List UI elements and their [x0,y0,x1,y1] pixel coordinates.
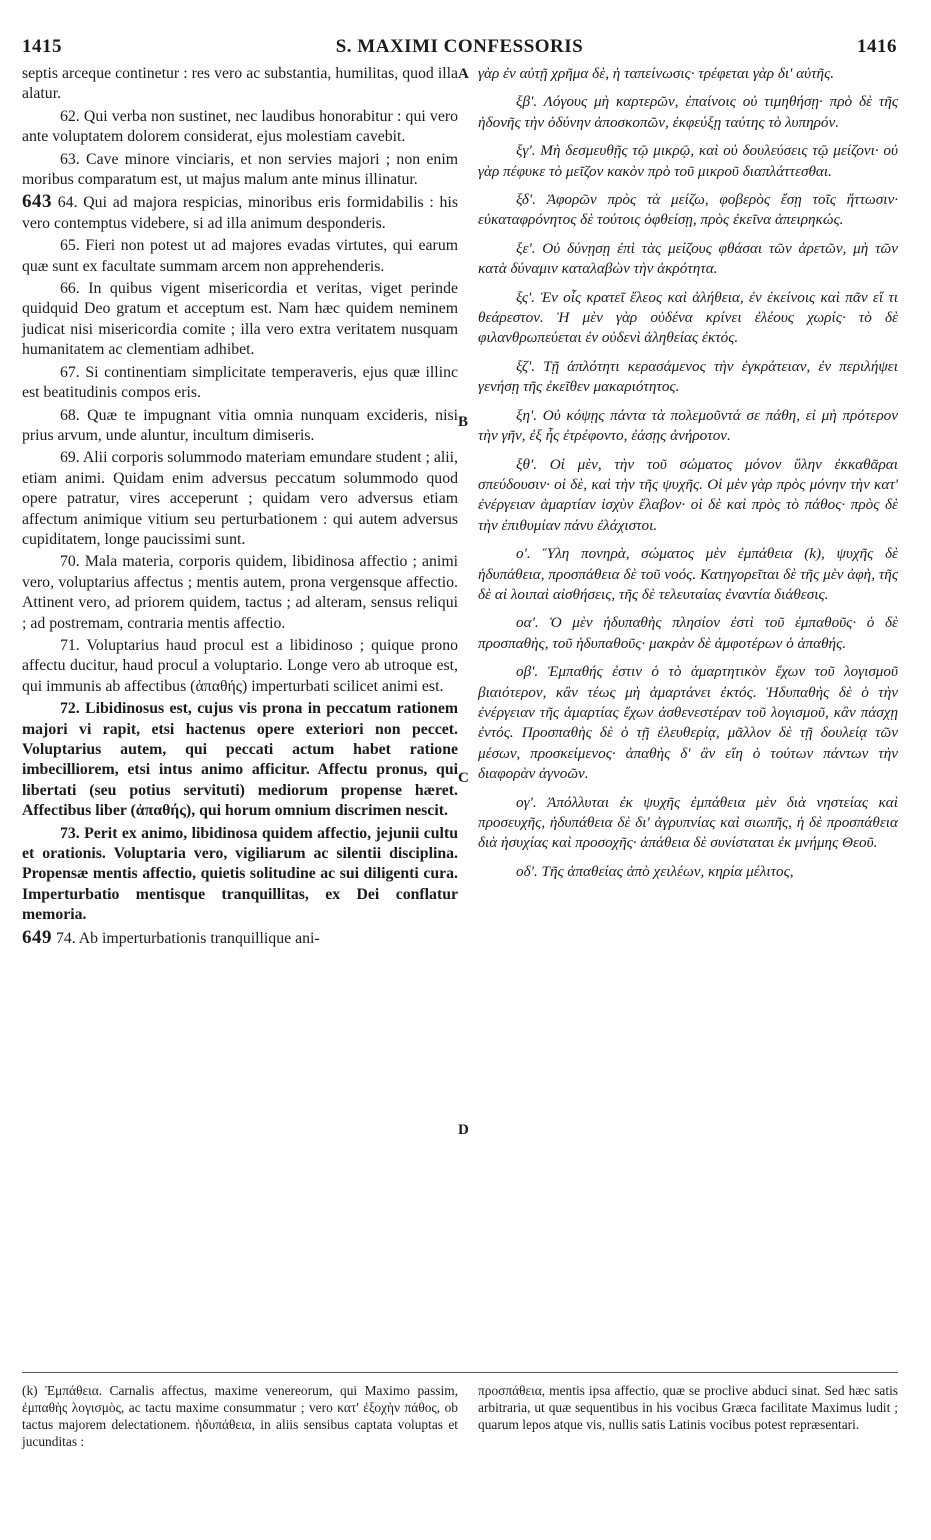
latin-paragraph: 66. In quibus vigent misericordia et veritas, viget perinde quidquid Deo gratum et acceptum est. Nam hæc quidem neminem judicat nisi misericordia comite ; illa vero extra veritatem nusquam humanitatem ac clementiam adhibet. [22,280,458,359]
greek-paragraph: ξηʹ. Οὐ κόψῃς πάντα τὰ πολεμοῦντά σε πάθη, εἰ μὴ πρότερον τὴν γῆν, ἐξ ἧς ἐτρέφοντο, ἐάσῃς ἀνήροτον. [478,406,898,445]
greek-paragraph: οβʹ. Ἐμπαθής ἐστιν ὁ τὸ ἁμαρτητικὸν ἔχων τοῦ λογισμοῦ βιαιότερον, κἂν τέως μὴ ἁμαρτάνει ἐκτός. Ἡδυπαθὴς δὲ ὁ τὴν ἐνέργειαν τῆς ἁμαρτίας ἔχων ἀσθενεστέραν τοῦ λογισμοῦ, κἂν πάσχῃ ἐντός. Προσπαθὴς δὲ ὁ τῇ ἐλευθερίᾳ, μᾶλλον δὲ τῇ δουλείᾳ τῶν μέσων, προσκείμενος· ἀπαθὴς δ' ἂν εἴη ὁ τούτων πάντων τὴν διαφορὰν ἀγνοῶν. [478,663,898,783]
latin-paragraph: 63. Cave minore vinciaris, et non servies majori ; non enim moribus comparatum est, ut majus malum ante minus illinatur. [22,150,458,189]
footnote-left: (k) Ἐμπάθεια. Carnalis affectus, maxime venereorum, qui Maximo passim, ἐμπαθὴς λογισμὸς, ac tactu maxime consummatur ; vero κατ' ἐξοχὴν πάθος, ob tactus majorem delectationem. ἡδυπάθεια, in aliis sensibus captata voluptas et jucunditas : [22,1383,458,1449]
right-page-number: 1416 [857,36,897,57]
column-number: 643 [22,191,52,213]
left-page-number: 1415 [22,36,62,57]
latin-paragraph: 67. Si continentiam simplicitate temperaveris, ejus quæ illinc est beatitudinis compos eris. [22,363,458,402]
greek-paragraph: ξεʹ. Οὐ δύνῃσῃ ἐπὶ τὰς μείζους φθάσαι τῶν ἀρετῶν, μὴ τῶν κατὰ δύναμιν καταλαβὼν τὴν ἀκρότητα. [478,239,898,278]
latin-paragraph: 72. Libidinosus est, cujus vis prona in peccatum rationem majori vi rapit, etsi hactenus opere exteriori non peccet. Voluptarius autem, qui peccati actum habet ratione imbecilliorem, etsi intus animo afficitur. Affectu pronus, qui libertati (seu potius servituti) mediorum propense hæret. Affectibus liber (ἀπαθής), qui horum omnium discrimen nescit. [22,700,458,820]
latin-paragraph: 74. Ab imperturbationis tranquillique ani- [55,929,320,947]
greek-paragraph: ξγʹ. Μὴ δεσμευθῇς τῷ μικρῷ, καὶ οὐ δουλεύσεις τῷ μείζονι· οὐ γὰρ πέφυκε τὸ μεῖζον κακὸν πρὸ τοῦ μικροῦ διαπλάττεσθαι. [478,142,898,180]
running-title: S. MAXIMI CONFESSORIS [335,36,584,57]
margin-marker-a: A [458,66,469,82]
greek-paragraph: ξςʹ. Ἐν οἷς κρατεῖ ἔλεος καὶ ἀλήθεια, ἐν ἐκείνοις καὶ πᾶν εἴ τι θεάρεστον. Ἡ μὲν γὰρ οὐδένα κρίνει ἐλέους χωρίς· τὸ δὲ φιλανθρωπεύεται ἐν οὐδενὶ ἀληθείας ἐκτός. [478,288,898,347]
greek-paragraph: οαʹ. Ὁ μὲν ἡδυπαθὴς πλησίον ἐστὶ τοῦ ἐμπαθοῦς· ὁ δὲ προσπαθὴς, τοῦ ἡδυπαθοῦς· μακρὰν δὲ ἀμφοτέρων ὁ ἀπαθής. [478,614,898,652]
latin-paragraph: 69. Alii corporis solummodo materiam emundare student ; alii, etiam animi. Quidam enim adversus peccatum solummodo quod opere patratur, vires acceperunt ; quidam vero adversus etiam affectum animique vitium seu perturbationem : qui autem adversus cupiditatem, longe paucissimi sunt. [22,449,458,548]
latin-paragraph: 70. Mala materia, corporis quidem, libidinosa affectio ; animi vero, voluptarius affectus ; mentis autem, prona vergensque affectio. Attinent vero, ad priorem quidem, tactus ; ad alteram, sensus reliqui ; ad postremam, contraria mentis affectio. [22,553,458,632]
latin-paragraph: 64. Qui ad majora respicias, minoribus eris formidabilis : his vero contemptus videbere, si ad illa animum desponderis. [22,194,458,232]
latin-paragraph: septis arceque continetur : res vero ac substantia, humilitas, quod illa alatur. [22,65,458,103]
latin-paragraph-with-colnum [22,928,458,949]
column-number: 649 [22,926,52,948]
margin-marker-d: D [458,1122,469,1138]
greek-paragraph: ξδʹ. Ἀφορῶν πρὸς τὰ μείζω, φοβερὸς ἔσῃ τοῖς ἥττωσιν· εὐκαταφρόνητος δὲ τούτοις ὀφθείσῃ, πρὸς ἐκεῖνα ἀπειρηκώς. [478,191,898,229]
page-header [22,36,897,58]
margin-marker-c: C [458,770,469,786]
footnote-right: προσπάθεια, mentis ipsa affectio, quæ se proclive abduci sinat. Sed hæc satis arbitraria, ut quæ sequentibus in his vocibus Græca facilitate Maximus ludit ; quarum lepos atque vis, nullis satis Latinis vocibus potest repræsentari. [478,1383,898,1432]
latin-paragraph: 65. Fieri non potest ut ad majores evadas virtutes, qui earum quæ sunt ex facultate summam arcem non apprehenderis. [22,237,458,275]
greek-paragraph: ξβʹ. Λόγους μὴ καρτερῶν, ἐπαίνοις οὐ τιμηθήσῃ· πρὸ δὲ τῆς ἡδονῆς τὴν ὀδύνην ἀποσκοπῶν, ἐκφεύξῃ ταύτης τὸ λυπηρόν. [478,93,898,131]
latin-paragraph: 62. Qui verba non sustinet, nec laudibus honorabitur : qui vero ante voluptatem dolorem considerat, ejus molestiam cavebit. [22,107,458,146]
greek-paragraph: οδʹ. Τῆς ἀπαθείας ἀπὸ χειλέων, κηρία μέλιτος, [516,862,794,880]
greek-paragraph: οʹ. Ὕλη πονηρὰ, σώματος μὲν ἐμπάθεια (k), ψυχῆς δὲ ἡδυπάθεια, προσπάθεια δὲ τοῦ νοός. Κατηγορεῖται δὲ τῆς μὲν ἀφὴ, τῆς δὲ αἱ λοιπαὶ αἰσθήσεις, τῆς δὲ τελευταίας ἐναντία διάθεσις. [478,545,898,603]
latin-paragraph: 68. Quæ te impugnant vitia omnia nunquam excideris, nisi prius arvum, unde aluntur, incultum dimiseris. [22,406,458,444]
latin-paragraph: 73. Perit ex animo, libidinosa quidem affectio, jejunii cultu et orationis. Voluptaria vero, vigiliarum ac silentii disciplina. Propensæ mentis affectio, quietis solitudine ac sui diligenti cura. Imperturbatio mentisque tranquillitas, ex Dei conflatur memoria. [22,824,458,924]
latin-column [22,64,458,951]
greek-column [478,64,898,890]
greek-paragraph: ξζʹ. Τῇ ἁπλότητι κερασάμενος τὴν ἐγκράτειαν, ἐν περιλήψει γενήσῃ τῆς ἐκεῖθεν μακαριότητος. [478,357,898,396]
margin-marker-b: B [458,414,469,430]
greek-paragraph: γὰρ ἐν αὐτῇ χρῆμα δὲ, ἡ ταπείνωσις· τρέφεται γὰρ δι' αὐτῆς. [478,65,835,82]
greek-paragraph: ξθʹ. Οἱ μὲν, τὴν τοῦ σώματος μόνον ὕλην ἐκκαθᾶραι σπεύδουσιν· οἱ δὲ, καὶ τὴν τῆς ψυχῆς. Οἱ μὲν γὰρ πρὸς μόνην τὴν κατ' ἐνέργειαν ἁμαρτίαν ἰσχὺν ἔλαβον· οἱ δὲ καὶ πρὸς τὸ πάθος· πρὸς δὲ τὴν ἐπιθυμίαν πάνυ ἐλάχιστοι. [478,455,898,534]
footnote-divider [22,1372,898,1373]
latin-paragraph-with-colnum [22,192,458,234]
latin-paragraph: 71. Voluptarius haud procul est a libidinoso ; quique prono affectu ducitur, haud procul a voluptario. Longe vero ab utroque est, qui immunis ab affectibus (ἀπαθής) imperturbati scilicet animi est. [22,636,458,695]
greek-paragraph: ογʹ. Ἀπόλλυται ἐκ ψυχῆς ἐμπάθεια μὲν διὰ νηστείας καὶ προσευχῆς, ἡδυπάθεια δὲ δι' ἀγρυπνίας καὶ σιωπῆς, ἡ δὲ προσπάθεια διὰ ἡσυχίας καὶ προσοχῆς· ἀπάθεια δὲ συνίσταται ἐκ μνήμης Θεοῦ. [478,793,898,852]
